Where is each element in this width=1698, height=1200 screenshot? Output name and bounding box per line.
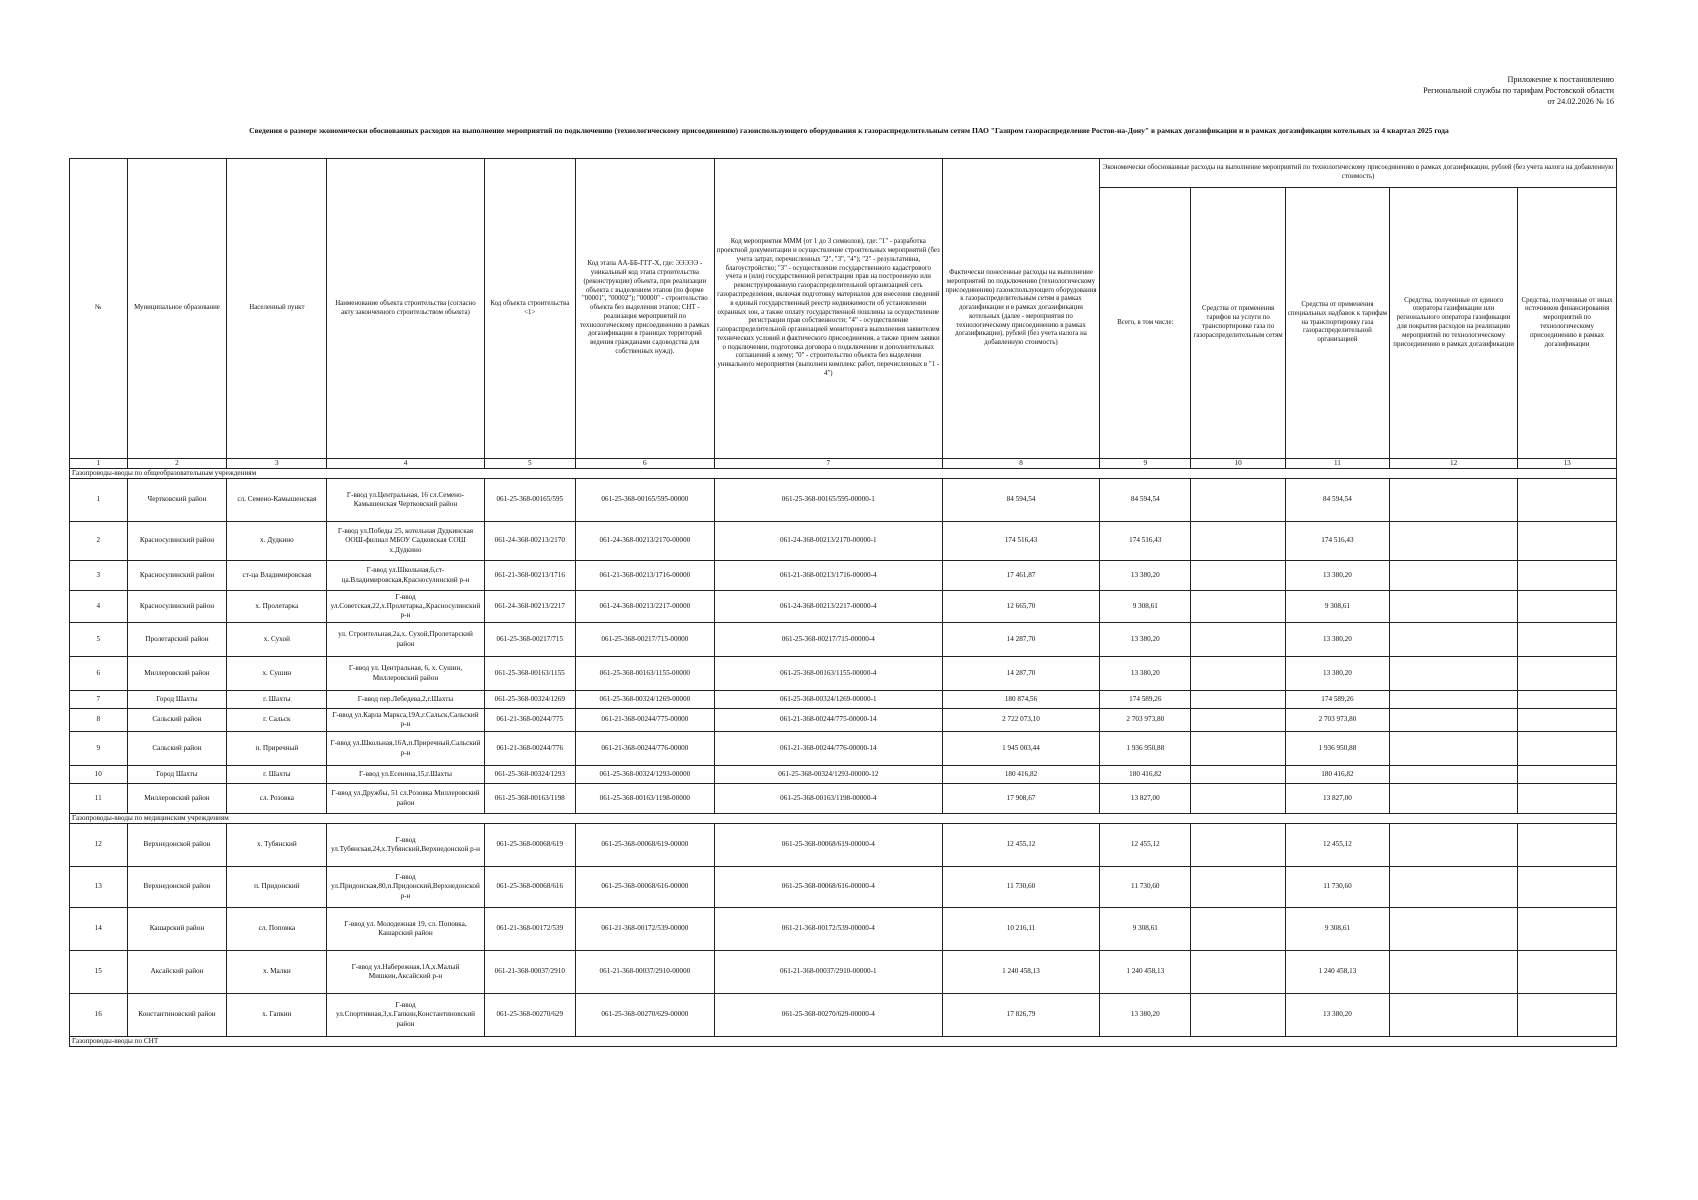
row-number-cell: 2	[70, 522, 128, 561]
row-number-cell: 4	[70, 591, 128, 623]
tariff-funds-cell	[1191, 691, 1285, 709]
tariff-funds-cell	[1191, 623, 1285, 657]
tariff-funds-cell	[1191, 591, 1285, 623]
expenses-table	[69, 158, 1617, 1047]
stage-code-cell: 061-25-368-00068/619-00000	[575, 824, 714, 867]
settlement-cell: сл. Розовка	[227, 784, 327, 814]
activity-code-cell: 061-25-368-00068/619-00000-4	[714, 824, 942, 867]
surcharge-funds-cell: 174 516,43	[1285, 522, 1389, 561]
actual-expenses-cell: 12 455,12	[942, 824, 1099, 867]
tariff-funds-cell	[1191, 766, 1285, 784]
object-name-cell: Г-ввод ул. Центральная, 6, х. Сушин, Миллеровский район	[327, 657, 484, 691]
other-funds-cell	[1518, 657, 1617, 691]
surcharge-funds-cell: 11 730,60	[1285, 867, 1389, 908]
section-row	[70, 1037, 1617, 1047]
object-code-cell: 061-21-368-00172/539	[484, 908, 575, 951]
stage-code-cell: 061-25-368-00165/595-00000	[575, 479, 714, 522]
approval-line-1: Приложение к постановлению	[1507, 75, 1614, 84]
object-name-cell: Г-ввод ул.Набережная,1А,х.Малый Мишкин,Аксайский р-н	[327, 951, 484, 994]
object-code-cell: 061-25-368-00324/1269	[484, 691, 575, 709]
row-number-cell: 11	[70, 784, 128, 814]
column-number: 1	[70, 459, 128, 469]
surcharge-funds-cell: 84 594,54	[1285, 479, 1389, 522]
column-number: 12	[1390, 459, 1518, 469]
column-number: 3	[227, 459, 327, 469]
row-number-cell: 12	[70, 824, 128, 867]
total-expenses-cell: 1 240 458,13	[1100, 951, 1191, 994]
actual-expenses-cell: 17 461,87	[942, 561, 1099, 591]
section-title: Газопроводы-вводы по медицинским учреждениям	[70, 814, 1617, 824]
column-number: 7	[714, 459, 942, 469]
actual-expenses-cell: 10 216,11	[942, 908, 1099, 951]
municipality-cell: Верхнедонской район	[127, 824, 227, 867]
table-row	[70, 522, 1617, 561]
surcharge-funds-cell: 180 416,82	[1285, 766, 1389, 784]
other-funds-cell	[1518, 824, 1617, 867]
object-code-cell: 061-21-368-00037/2910	[484, 951, 575, 994]
total-expenses-cell: 1 936 950,88	[1100, 732, 1191, 766]
tariff-funds-cell	[1191, 522, 1285, 561]
section-title: Газопроводы-вводы по СНТ	[70, 1037, 1617, 1047]
total-expenses-cell: 13 827,00	[1100, 784, 1191, 814]
table-row	[70, 691, 1617, 709]
settlement-cell: ст-ца Владимировская	[227, 561, 327, 591]
other-funds-cell	[1518, 522, 1617, 561]
operator-funds-cell	[1390, 623, 1518, 657]
surcharge-funds-cell: 13 380,20	[1285, 994, 1389, 1037]
municipality-cell: Аксайский район	[127, 951, 227, 994]
surcharge-funds-cell: 13 827,00	[1285, 784, 1389, 814]
total-expenses-cell: 2 703 973,80	[1100, 709, 1191, 732]
object-code-cell: 061-25-368-00270/629	[484, 994, 575, 1037]
municipality-cell: Кашарский район	[127, 908, 227, 951]
header-settlement: Населенный пункт	[227, 159, 327, 459]
object-name-cell: Г-ввод ул.Дружбы, 51 сл.Розовка Миллеровский район	[327, 784, 484, 814]
tariff-funds-cell	[1191, 867, 1285, 908]
header-actual-expenses: Фактически понесенные расходы на выполнение мероприятий по подключению (технологическому присоединению) газоиспользующего оборудования к газораспределительным сетям в рамках догазификации и в рамках догазификации котельных (далее - мероприятия по технологическому присоединению в рамках догазификации), рублей (без учета налога на добавленную стоимость)	[942, 159, 1099, 459]
tariff-funds-cell	[1191, 951, 1285, 994]
object-code-cell: 061-25-368-00068/619	[484, 824, 575, 867]
stage-code-cell: 061-21-368-00244/775-00000	[575, 709, 714, 732]
tariff-funds-cell	[1191, 732, 1285, 766]
municipality-cell: Город Шахты	[127, 766, 227, 784]
table-row	[70, 908, 1617, 951]
column-number: 9	[1100, 459, 1191, 469]
operator-funds-cell	[1390, 784, 1518, 814]
operator-funds-cell	[1390, 691, 1518, 709]
object-code-cell: 061-25-368-00217/715	[484, 623, 575, 657]
settlement-cell: х. Сухой	[227, 623, 327, 657]
row-number-cell: 15	[70, 951, 128, 994]
other-funds-cell	[1518, 561, 1617, 591]
municipality-cell: Красносулинский район	[127, 522, 227, 561]
column-number: 11	[1285, 459, 1389, 469]
surcharge-funds-cell: 13 380,20	[1285, 623, 1389, 657]
actual-expenses-cell: 14 287,70	[942, 623, 1099, 657]
table-row	[70, 479, 1617, 522]
stage-code-cell: 061-25-368-00163/1198-00000	[575, 784, 714, 814]
stage-code-cell: 061-25-368-00217/715-00000	[575, 623, 714, 657]
municipality-cell: Сальский район	[127, 732, 227, 766]
stage-code-cell: 061-24-368-00213/2217-00000	[575, 591, 714, 623]
actual-expenses-cell: 84 594,54	[942, 479, 1099, 522]
row-number-cell: 3	[70, 561, 128, 591]
municipality-cell: Красносулинский район	[127, 591, 227, 623]
table-row	[70, 561, 1617, 591]
settlement-cell: г. Шахты	[227, 691, 327, 709]
table-row	[70, 709, 1617, 732]
object-code-cell: 061-25-368-00165/595	[484, 479, 575, 522]
actual-expenses-cell: 17 826,79	[942, 994, 1099, 1037]
object-code-cell: 061-25-368-00163/1198	[484, 784, 575, 814]
total-expenses-cell: 13 380,20	[1100, 994, 1191, 1037]
other-funds-cell	[1518, 709, 1617, 732]
stage-code-cell: 061-21-368-00213/1716-00000	[575, 561, 714, 591]
row-number-cell: 9	[70, 732, 128, 766]
header-municipality: Муниципальное образование	[127, 159, 227, 459]
operator-funds-cell	[1390, 908, 1518, 951]
activity-code-cell: 061-25-368-00163/1155-00000-4	[714, 657, 942, 691]
municipality-cell: Константиновский район	[127, 994, 227, 1037]
other-funds-cell	[1518, 691, 1617, 709]
activity-code-cell: 061-25-368-00324/1293-00000-12	[714, 766, 942, 784]
object-name-cell: Г-ввод ул.Карла Маркса,19А,г.Сальск,Сальский р-н	[327, 709, 484, 732]
section-row	[70, 814, 1617, 824]
operator-funds-cell	[1390, 591, 1518, 623]
header-object-name: Наименование объекта строительства (согласно акту законченного строительством объекта)	[327, 159, 484, 459]
actual-expenses-cell: 17 908,67	[942, 784, 1099, 814]
activity-code-cell: 061-24-368-00213/2217-00000-4	[714, 591, 942, 623]
table-row	[70, 867, 1617, 908]
object-name-cell: ул. Строительная,2а,х. Сухой,Пролетарский район	[327, 623, 484, 657]
settlement-cell: х. Дудкино	[227, 522, 327, 561]
activity-code-cell: 061-25-368-00165/595-00000-1	[714, 479, 942, 522]
tariff-funds-cell	[1191, 994, 1285, 1037]
table-row	[70, 784, 1617, 814]
stage-code-cell: 061-21-368-00244/776-00000	[575, 732, 714, 766]
other-funds-cell	[1518, 784, 1617, 814]
stage-code-cell: 061-25-368-00163/1155-00000	[575, 657, 714, 691]
other-funds-cell	[1518, 908, 1617, 951]
settlement-cell: г. Шахты	[227, 766, 327, 784]
row-number-cell: 5	[70, 623, 128, 657]
object-code-cell: 061-24-368-00213/2170	[484, 522, 575, 561]
object-code-cell: 061-25-368-00324/1293	[484, 766, 575, 784]
surcharge-funds-cell: 9 308,61	[1285, 591, 1389, 623]
surcharge-funds-cell: 12 455,12	[1285, 824, 1389, 867]
row-number-cell: 8	[70, 709, 128, 732]
actual-expenses-cell: 14 287,70	[942, 657, 1099, 691]
tariff-funds-cell	[1191, 824, 1285, 867]
object-code-cell: 061-25-368-00163/1155	[484, 657, 575, 691]
column-number: 13	[1518, 459, 1617, 469]
object-code-cell: 061-21-368-00244/776	[484, 732, 575, 766]
operator-funds-cell	[1390, 732, 1518, 766]
object-name-cell: Г-ввод ул.Тубянская,24,х.Тубянский,Верхнедонской р-н	[327, 824, 484, 867]
operator-funds-cell	[1390, 867, 1518, 908]
object-name-cell: Г-ввод ул.Победы 25, котельная Дудкинская ООШ-филиал МБОУ Садковская СОШ х.Дудкино	[327, 522, 484, 561]
operator-funds-cell	[1390, 951, 1518, 994]
object-name-cell: Г-ввод ул.Советская,22,х.Пролетарка,,Красносулинский р-н	[327, 591, 484, 623]
object-name-cell: Г-ввод ул. Молодежная 19, сл. Поповка, Кашарский район	[327, 908, 484, 951]
activity-code-cell: 061-25-368-00324/1269-00000-1	[714, 691, 942, 709]
row-number-cell: 6	[70, 657, 128, 691]
table-row	[70, 951, 1617, 994]
column-number: 10	[1191, 459, 1285, 469]
activity-code-cell: 061-25-368-00068/616-00000-4	[714, 867, 942, 908]
actual-expenses-cell: 2 722 073,10	[942, 709, 1099, 732]
table-row	[70, 623, 1617, 657]
row-number-cell: 16	[70, 994, 128, 1037]
settlement-cell: п. Приречный	[227, 732, 327, 766]
header-object-code: Код объекта строительства <1>	[484, 159, 575, 459]
approval-block	[1423, 74, 1614, 107]
stage-code-cell: 061-21-368-00172/539-00000	[575, 908, 714, 951]
operator-funds-cell	[1390, 657, 1518, 691]
municipality-cell: Чертковский район	[127, 479, 227, 522]
object-code-cell: 061-21-368-00213/1716	[484, 561, 575, 591]
stage-code-cell: 061-25-368-00270/629-00000	[575, 994, 714, 1037]
document-title: Сведения о размере экономически обоснованных расходов на выполнение мероприятий по подключению (технологическому присоединению) газоиспользующего оборудования к газораспределительным сетям ПАО "Газпром газораспределение Ростов-на-Дону" в рамках догазификации и в рамках догазификации котельных за 4 квартал 2025 года	[249, 126, 1449, 135]
table-row	[70, 824, 1617, 867]
object-code-cell: 061-24-368-00213/2217	[484, 591, 575, 623]
other-funds-cell	[1518, 479, 1617, 522]
total-expenses-cell: 9 308,61	[1100, 591, 1191, 623]
settlement-cell: х. Пролетарка	[227, 591, 327, 623]
column-number: 6	[575, 459, 714, 469]
total-expenses-cell: 13 380,20	[1100, 561, 1191, 591]
total-expenses-cell: 174 589,26	[1100, 691, 1191, 709]
municipality-cell: Миллеровский район	[127, 657, 227, 691]
row-number-cell: 1	[70, 479, 128, 522]
surcharge-funds-cell: 174 589,26	[1285, 691, 1389, 709]
header-operator-funds: Средства, полученные от единого оператора газификации или регионального оператора газификации для покрытия расходов на реализацию мероприятий по технологическому присоединению в рамках догазификации	[1390, 188, 1518, 459]
table-row	[70, 766, 1617, 784]
header-surcharge-funds: Средства от применения специальных надбавок к тарифам на транспортировку газа газораспределительной организацией	[1285, 188, 1389, 459]
activity-code-cell: 061-21-368-00037/2910-00000-1	[714, 951, 942, 994]
municipality-cell: Сальский район	[127, 709, 227, 732]
other-funds-cell	[1518, 623, 1617, 657]
municipality-cell: Красносулинский район	[127, 561, 227, 591]
actual-expenses-cell: 180 416,82	[942, 766, 1099, 784]
municipality-cell: Миллеровский район	[127, 784, 227, 814]
municipality-cell: Город Шахты	[127, 691, 227, 709]
column-number: 5	[484, 459, 575, 469]
surcharge-funds-cell: 9 308,61	[1285, 908, 1389, 951]
surcharge-funds-cell: 1 936 950,88	[1285, 732, 1389, 766]
activity-code-cell: 061-21-368-00213/1716-00000-4	[714, 561, 942, 591]
other-funds-cell	[1518, 766, 1617, 784]
actual-expenses-cell: 180 874,56	[942, 691, 1099, 709]
row-number-cell: 7	[70, 691, 128, 709]
other-funds-cell	[1518, 951, 1617, 994]
settlement-cell: п. Придонский	[227, 867, 327, 908]
approval-line-3: от 24.02.2026 № 16	[1547, 97, 1614, 106]
stage-code-cell: 061-25-368-00068/616-00000	[575, 867, 714, 908]
header-other-funds: Средства, полученные от иных источников финансирования мероприятий по технологическому присоединению в рамках догазификации	[1518, 188, 1617, 459]
header-total: Всего, в том числе:	[1100, 188, 1191, 459]
operator-funds-cell	[1390, 824, 1518, 867]
settlement-cell: х. Тубянский	[227, 824, 327, 867]
object-name-cell: Г-ввод ул.Спортивная,3,х.Гапкин,Константиновский район	[327, 994, 484, 1037]
header-tariff-funds: Средства от применения тарифов на услуги по транспортировке газа по газораспределительным сетям	[1191, 188, 1285, 459]
table-row	[70, 732, 1617, 766]
object-name-cell: Г-ввод ул.Школьная,6,ст-ца.Владимировская,Красносулинский р-н	[327, 561, 484, 591]
settlement-cell: г. Сальск	[227, 709, 327, 732]
activity-code-cell: 061-21-368-00172/539-00000-4	[714, 908, 942, 951]
object-code-cell: 061-21-368-00244/775	[484, 709, 575, 732]
operator-funds-cell	[1390, 766, 1518, 784]
table-body	[70, 459, 1617, 1047]
header-stage-code: Код этапа АА-ББ-ГГГ-Х, где: ЭЭЭЭЭ - уникальный код этапа строительства (реконструкции) объекта, при реализации объекта с выделением этапов (по форме "00001", "00002"); "00000" - строительство объекта без выделения этапов; СНТ - реализация мероприятий по технологическому присоединению в рамках догазификации в границах территорий ведения гражданами садоводства для собственных нужд).	[575, 159, 714, 459]
operator-funds-cell	[1390, 709, 1518, 732]
settlement-cell: сл. Семено-Камышенская	[227, 479, 327, 522]
operator-funds-cell	[1390, 994, 1518, 1037]
municipality-cell: Верхнедонской район	[127, 867, 227, 908]
surcharge-funds-cell: 2 703 973,80	[1285, 709, 1389, 732]
header-number: №	[70, 159, 128, 459]
other-funds-cell	[1518, 591, 1617, 623]
total-expenses-cell: 13 380,20	[1100, 657, 1191, 691]
tariff-funds-cell	[1191, 657, 1285, 691]
activity-code-cell: 061-21-368-00244/775-00000-14	[714, 709, 942, 732]
total-expenses-cell: 174 516,43	[1100, 522, 1191, 561]
row-number-cell: 14	[70, 908, 128, 951]
section-title: Газопроводы-вводы по общеобразовательным учреждениям	[70, 469, 1617, 479]
total-expenses-cell: 180 416,82	[1100, 766, 1191, 784]
stage-code-cell: 061-24-368-00213/2170-00000	[575, 522, 714, 561]
approval-line-2: Региональной службы по тарифам Ростовской области	[1423, 86, 1614, 95]
column-number: 4	[327, 459, 484, 469]
activity-code-cell: 061-25-368-00217/715-00000-4	[714, 623, 942, 657]
total-expenses-cell: 11 730,60	[1100, 867, 1191, 908]
total-expenses-cell: 84 594,54	[1100, 479, 1191, 522]
section-row	[70, 469, 1617, 479]
header-justified-expenses-group: Экономически обоснованные расходы на выполнение мероприятий по технологическому присоединению в рамках догазификации, рублей (без учета налога на добавленную стоимость)	[1100, 159, 1617, 188]
total-expenses-cell: 13 380,20	[1100, 623, 1191, 657]
object-name-cell: Г-ввод ул.Придонская,80,п.Придонский,Верхнедонской р-н	[327, 867, 484, 908]
other-funds-cell	[1518, 994, 1617, 1037]
other-funds-cell	[1518, 732, 1617, 766]
object-code-cell: 061-25-368-00068/616	[484, 867, 575, 908]
settlement-cell: х. Малки	[227, 951, 327, 994]
municipality-cell: Пролетарский район	[127, 623, 227, 657]
operator-funds-cell	[1390, 479, 1518, 522]
tariff-funds-cell	[1191, 908, 1285, 951]
tariff-funds-cell	[1191, 561, 1285, 591]
total-expenses-cell: 9 308,61	[1100, 908, 1191, 951]
operator-funds-cell	[1390, 522, 1518, 561]
table-row	[70, 591, 1617, 623]
header-activity-code: Код мероприятия МММ (от 1 до 3 символов), где: "1" - разработка проектной документации и осуществление строительных мероприятий (без учета затрат, перечисленных "2", "3", "4"); "2" - результативна, благоустройство; "3" - осуществление государственного кадастрового учета и (или) государственной регистрации прав на построенную или реконструированную газораспределительной организацией сеть газораспределения, включая подготовку материалов для внесения сведений в единый государственный реестр недвижимости об установлении охранных зон, а также оплату государственной пошлины за осуществление регистрации прав собственности; "4" - осуществление газораспределительной организацией мониторинга выполнения заявителем технических условий и фактического присоединения, а также прием заявки о подключении, подготовка договора о подключении и дополнительных соглашений к нему; "0" - строительство объекта без выделения уникального мероприятия (выполнен комплекс работ, перечисленных в "1 - 4")	[714, 159, 942, 459]
stage-code-cell: 061-25-368-00324/1293-00000	[575, 766, 714, 784]
activity-code-cell: 061-24-368-00213/2170-00000-1	[714, 522, 942, 561]
surcharge-funds-cell: 13 380,20	[1285, 561, 1389, 591]
object-name-cell: Г-ввод ул.Есенина,15,г.Шахты	[327, 766, 484, 784]
actual-expenses-cell: 1 240 458,13	[942, 951, 1099, 994]
stage-code-cell: 061-21-368-00037/2910-00000	[575, 951, 714, 994]
settlement-cell: х. Сушин	[227, 657, 327, 691]
actual-expenses-cell: 1 945 003,44	[942, 732, 1099, 766]
table-row	[70, 994, 1617, 1037]
surcharge-funds-cell: 13 380,20	[1285, 657, 1389, 691]
column-number: 2	[127, 459, 227, 469]
activity-code-cell: 061-25-368-00270/629-00000-4	[714, 994, 942, 1037]
activity-code-cell: 061-21-368-00244/776-00000-14	[714, 732, 942, 766]
column-number: 8	[942, 459, 1099, 469]
actual-expenses-cell: 12 665,70	[942, 591, 1099, 623]
object-name-cell: Г-ввод пер.Лебедева,2,г.Шахты	[327, 691, 484, 709]
other-funds-cell	[1518, 867, 1617, 908]
row-number-cell: 13	[70, 867, 128, 908]
object-name-cell: Г-ввод ул.Школьная,16А,п.Приречный,Сальский р-н	[327, 732, 484, 766]
object-name-cell: Г-ввод ул.Центральная, 16 сл.Семено-Камышенская Чертковский район	[327, 479, 484, 522]
tariff-funds-cell	[1191, 709, 1285, 732]
row-number-cell: 10	[70, 766, 128, 784]
activity-code-cell: 061-25-368-00163/1198-00000-4	[714, 784, 942, 814]
actual-expenses-cell: 11 730,60	[942, 867, 1099, 908]
column-numbers-row	[70, 459, 1617, 469]
actual-expenses-cell: 174 516,43	[942, 522, 1099, 561]
settlement-cell: х. Гапкин	[227, 994, 327, 1037]
operator-funds-cell	[1390, 561, 1518, 591]
tariff-funds-cell	[1191, 479, 1285, 522]
total-expenses-cell: 12 455,12	[1100, 824, 1191, 867]
surcharge-funds-cell: 1 240 458,13	[1285, 951, 1389, 994]
table-row	[70, 657, 1617, 691]
tariff-funds-cell	[1191, 784, 1285, 814]
stage-code-cell: 061-25-368-00324/1269-00000	[575, 691, 714, 709]
settlement-cell: сл. Поповка	[227, 908, 327, 951]
